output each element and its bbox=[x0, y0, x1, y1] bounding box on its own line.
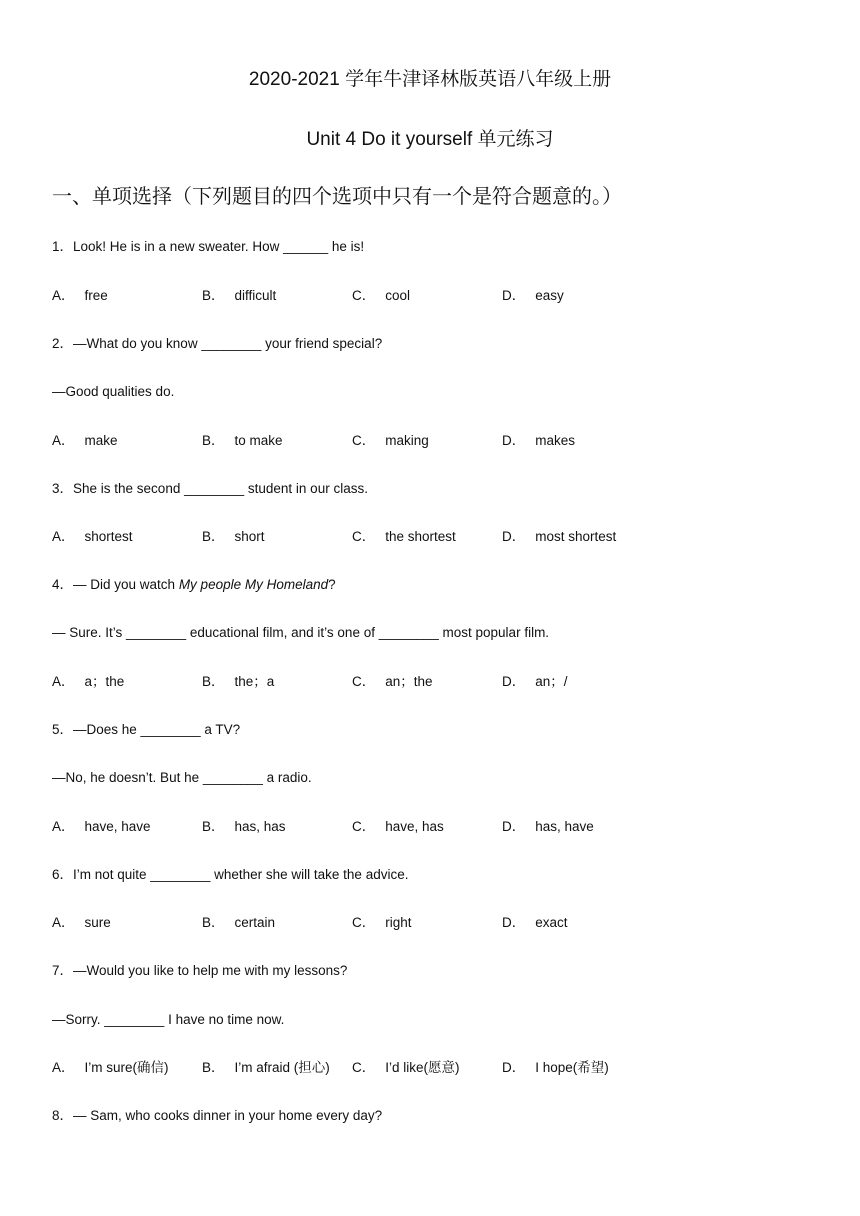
question-2-options bbox=[52, 432, 852, 450]
question-4-options bbox=[52, 673, 852, 691]
option-a: A． a；the bbox=[52, 674, 125, 689]
question-4-response: — Sure. It’s ________ educational film, and it’s one of ________ most popular film. bbox=[52, 625, 550, 640]
question-6-stem: 6．I’m not quite ________ whether she will take the advice. bbox=[52, 867, 409, 882]
option-b: B． the；a bbox=[202, 674, 275, 689]
question-5-stem: 5．—Does he ________ a TV? bbox=[52, 722, 241, 737]
question-1-options bbox=[52, 287, 852, 305]
option-d: D． exact bbox=[502, 915, 568, 930]
option-b: B． short bbox=[202, 529, 265, 544]
option-a: A． sure bbox=[52, 915, 111, 930]
film-title: My people My Homeland bbox=[178, 577, 329, 592]
question-2-response: —Good qualities do. bbox=[52, 384, 175, 399]
option-b: B． difficult bbox=[202, 288, 277, 303]
option-c: C． an；the bbox=[352, 674, 433, 689]
option-b: B． to make bbox=[202, 433, 283, 448]
question-3-options bbox=[52, 528, 852, 546]
option-a: A． make bbox=[52, 433, 118, 448]
question-7-stem: 7．—Would you like to help me with my lessons? bbox=[52, 963, 348, 978]
option-c: C． I’d like(愿意) bbox=[352, 1060, 460, 1075]
question-1-stem: 1．Look! He is in a new sweater. How ______ he is! bbox=[52, 239, 365, 254]
option-d: D． an；/ bbox=[502, 674, 568, 689]
option-a: A． I’m sure(确信) bbox=[52, 1060, 169, 1075]
document-subtitle: Unit 4 Do it yourself 单元练习 bbox=[306, 129, 554, 150]
question-4-stem: 4．— Did you watch My people My Homeland? bbox=[52, 577, 336, 592]
question-7-options bbox=[52, 1059, 852, 1077]
option-b: B． I’m afraid (担心) bbox=[202, 1060, 330, 1075]
question-2-stem: 2．—What do you know ________ your friend special? bbox=[52, 336, 383, 351]
option-d: D． most shortest bbox=[502, 529, 617, 544]
question-3-stem: 3．She is the second ________ student in our class. bbox=[52, 481, 368, 496]
question-8-stem: 8．— Sam, who cooks dinner in your home every day? bbox=[52, 1108, 383, 1123]
question-5-response: —No, he doesn’t. But he ________ a radio. bbox=[52, 770, 312, 785]
option-b: B． certain bbox=[202, 915, 276, 930]
option-d: D． I hope(希望) bbox=[502, 1060, 609, 1075]
option-c: C． have, has bbox=[352, 819, 444, 834]
section-heading: 一、单项选择（下列题目的四个选项中只有一个是符合题意的。） bbox=[52, 186, 622, 208]
option-a: A． free bbox=[52, 288, 108, 303]
question-5-options bbox=[52, 818, 852, 836]
option-c: C． right bbox=[352, 915, 412, 930]
question-6-options bbox=[52, 914, 852, 932]
option-c: C． cool bbox=[352, 288, 411, 303]
option-d: D． makes bbox=[502, 433, 576, 448]
option-a: A． have, have bbox=[52, 819, 151, 834]
option-a: A． shortest bbox=[52, 529, 133, 544]
option-c: C． making bbox=[352, 433, 429, 448]
option-d: D． has, have bbox=[502, 819, 594, 834]
option-c: C． the shortest bbox=[352, 529, 456, 544]
option-b: B． has, has bbox=[202, 819, 286, 834]
option-d: D． easy bbox=[502, 288, 564, 303]
question-7-response: —Sorry. ________ I have no time now. bbox=[52, 1012, 285, 1027]
document-title: 2020-2021 学年牛津译林版英语八年级上册 bbox=[248, 69, 612, 90]
